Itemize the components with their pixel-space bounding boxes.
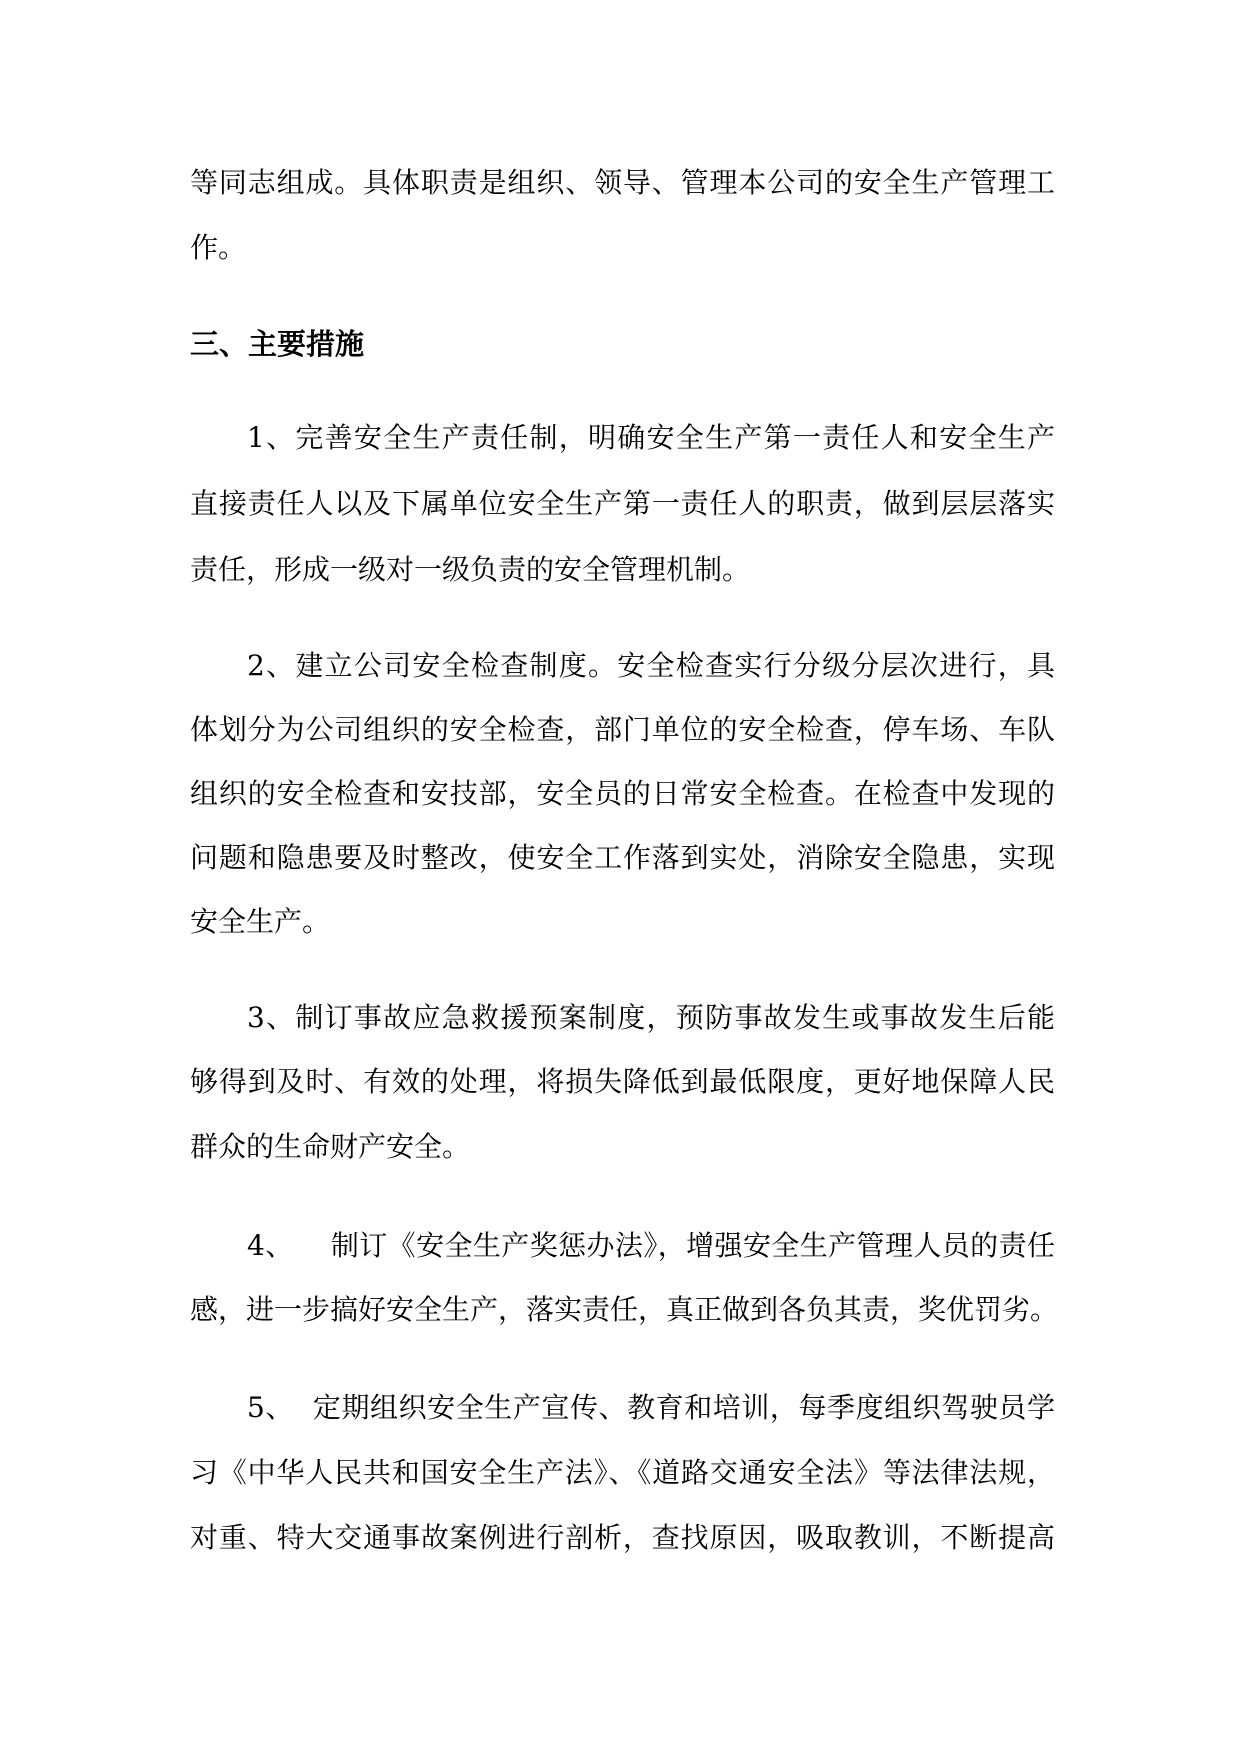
paragraph-line: 等同志组成。具体职责是组织、领导、管理本公司的安全生产管理工 (190, 166, 1055, 199)
paragraph-line: 组织的安全检查和安技部，安全员的日常安全检查。在检查中发现的 (190, 777, 1055, 810)
paragraph-line: 作。 (190, 231, 247, 264)
paragraph-line: 2、建立公司安全检查制度。安全检查实行分级分层次进行，具 (247, 649, 1055, 682)
paragraph-line: 群众的生命财产安全。 (190, 1130, 471, 1163)
paragraph-line: 安全生产。 (190, 905, 331, 938)
paragraph-line: 对重、特大交通事故案例进行剖析，查找原因，吸取教训，不断提高 (190, 1521, 1055, 1554)
paragraph-line: 问题和隐患要及时整改，使安全工作落到实处，消除安全隐患，实现 (190, 841, 1055, 874)
paragraph-line: 感，进一步搞好安全生产，落实责任，真正做到各负其责，奖优罚劣。 (190, 1293, 1059, 1326)
section-heading: 三、主要措施 (190, 327, 365, 361)
paragraph-line: 4、 制订《安全生产奖惩办法》，增强安全生产管理人员的责任 (247, 1229, 1055, 1262)
paragraph-line: 3、制订事故应急救援预案制度，预防事故发生或事故发生后能 (247, 1001, 1055, 1034)
paragraph-line: 够得到及时、有效的处理，将损失降低到最低限度，更好地保障人民 (190, 1065, 1055, 1098)
paragraph-line: 1、完善安全生产责任制，明确安全生产第一责任人和安全生产 (247, 421, 1055, 454)
paragraph-line: 5、 定期组织安全生产宣传、教育和培训，每季度组织驾驶员学 (247, 1391, 1055, 1424)
paragraph-line: 体划分为公司组织的安全检查，部门单位的安全检查，停车场、车队 (190, 713, 1055, 746)
paragraph-line: 习《中华人民共和国安全生产法》、《道路交通安全法》等法律法规， (190, 1456, 1055, 1489)
paragraph-line: 责任，形成一级对一级负责的安全管理机制。 (190, 553, 751, 586)
paragraph-line: 直接责任人以及下属单位安全生产第一责任人的职责，做到层层落实 (190, 487, 1055, 520)
